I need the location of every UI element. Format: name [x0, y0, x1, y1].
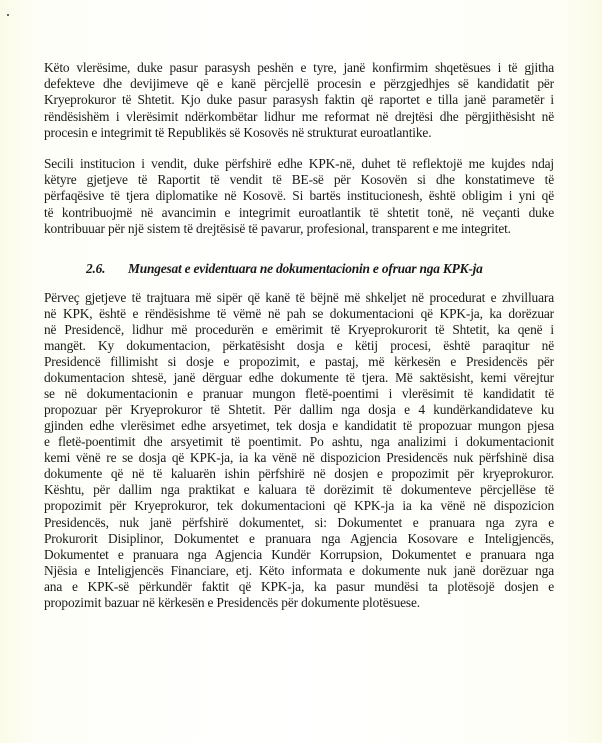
text-line: dokumente që në të kaluarën ishin përfshirë në dosjen e propozimit për kryeprokuror.: [44, 466, 554, 482]
text-line: se në dokumentacionin e pranuar mungon fletë-poentimi i vlerësimit të kandidatit të: [44, 386, 554, 402]
text-line: rëndësishëm i vlerësimit ndërkombëtar lidhur me reformat në drejtësi dhe përgjithësisht në: [44, 108, 554, 124]
text-line: gjinden edhe vlerësimet edhe arsyetimet, tek dosja e kandidatit të propozuar mungon pjesa: [44, 418, 554, 434]
text-line: Prokurorit Disiplinor, Dokumentet e pranuara nga Agjencia Kosovare e Inteligjencës,: [44, 530, 554, 546]
text-line: Këto vlerësime, duke pasur parasysh peshën e tyre, janë konfirmim shqetësues i të gjitha: [44, 60, 554, 75]
text-line: në Presidencë, lidhur më procedurën e emërimit të Kryeprokurorit të Shtetit, ka qenë i: [44, 321, 554, 337]
text-line: mangët. Ky dokumentacion, përkatësisht dosja e këtij procesi, është paraqitur në: [44, 338, 554, 354]
section-title: Mungesat e evidentuara ne dokumentacionin e ofruar nga KPK-ja: [128, 260, 483, 276]
text-line: e fletë-poentimit dhe arsyetimit të poentimit. Po ashtu, nga analizimi i dokumentacionit: [44, 434, 554, 450]
text-line: përfaqësive të tjera diplomatike në Kosovë. Si bartës institucionesh, është obligim i yni që: [44, 188, 554, 204]
text-line: në KPK, është e rëndësishme të vëmë në pah se dokumentacioni që KPK-ja, ka dorëzuar: [44, 305, 554, 321]
text-line: propozimit bazuar në kërkesën e Presidencës për dokumente plotësuese.: [44, 594, 420, 610]
text-line: Presidencës, nuk janë përfshirë dokumentet, si: Dokumentet e pranuara nga zyra e: [44, 514, 554, 530]
document-page: [44, 60, 554, 611]
text-line: defekteve dhe devijimeve që e kanë përcjellë procesin e përzgjedhjes së kandidatit për: [44, 76, 554, 92]
paragraph-institutions: [44, 156, 554, 237]
text-line: propozimit për Kryeprokuror, tek dokumentacioni që KPK-ja ia ka vënë në dispozicion: [44, 498, 554, 514]
text-line: Dokumentet e pranuara nga Agjencia Kundër Korrupsion, Dokumentet e pranuara nga: [44, 546, 554, 562]
text-line: kontribuuar për një sistem të drejtësisë të pavarur, profesional, transparent e me integritet.: [44, 220, 511, 236]
paragraph-missing-documents: [44, 290, 554, 611]
text-line: dokumentacion shtesë, janë dërguar edhe dokumente të tjera. Më saktësisht, kemi vërejtur: [44, 370, 554, 386]
scan-speck: [7, 14, 9, 16]
text-line: Njësia e Inteligjencës Financiare, etj. Këto informata e dokumente nuk janë dorëzuar nga: [44, 562, 554, 578]
text-line: Përveç gjetjeve të trajtuara më sipër që kanë të bëjnë më shkeljet në procedurat e zhvilluara: [44, 289, 554, 305]
text-line: procesin e integrimit të Republikës së Kosovës në strukturat euroatlantike.: [44, 124, 432, 140]
section-number: 2.6.: [86, 260, 106, 276]
text-line: kemi vënë re se dosja që KPK-ja, ia ka vënë në dispozicion Presidencës nuk përfshinë disa: [44, 450, 554, 466]
text-line: Secili institucion i vendit, duke përfshirë edhe KPK-në, duhet të reflektojë me kujdes ndaj: [44, 155, 554, 171]
text-line: të kontribuojmë në avancimin e integrimit euroatlantik të shtetit tonë, në veçanti duke: [44, 204, 554, 220]
section-heading: [86, 261, 554, 277]
text-line: propozuar për Kryeprokuror të Shtetit. Për dallim nga dosja e 4 kundërkandidateve ku: [44, 402, 554, 418]
text-line: Presidencë fillimisht si dosje e propozimit, e pastaj, më kërkesën e Presidencës për: [44, 354, 554, 370]
text-line: Kryeprokuror të Shtetit. Kjo duke pasur parasysh faktin që raportet e tilla janë parametër i: [44, 92, 554, 108]
paragraph-assessments: [44, 60, 554, 141]
text-line: Kështu, për dallim nga praktikat e kaluara të dorëzimit të dokumenteve përcjellëse të: [44, 482, 554, 498]
text-line: ana e KPK-së përkundër faktit që KPK-ja, ka pasur mundësi ta plotësojë dosjen e: [44, 578, 554, 594]
text-line: këtyre gjetjeve të Raportit të vendit të BE-së për Kosovën si dhe konstatimeve të: [44, 172, 554, 188]
